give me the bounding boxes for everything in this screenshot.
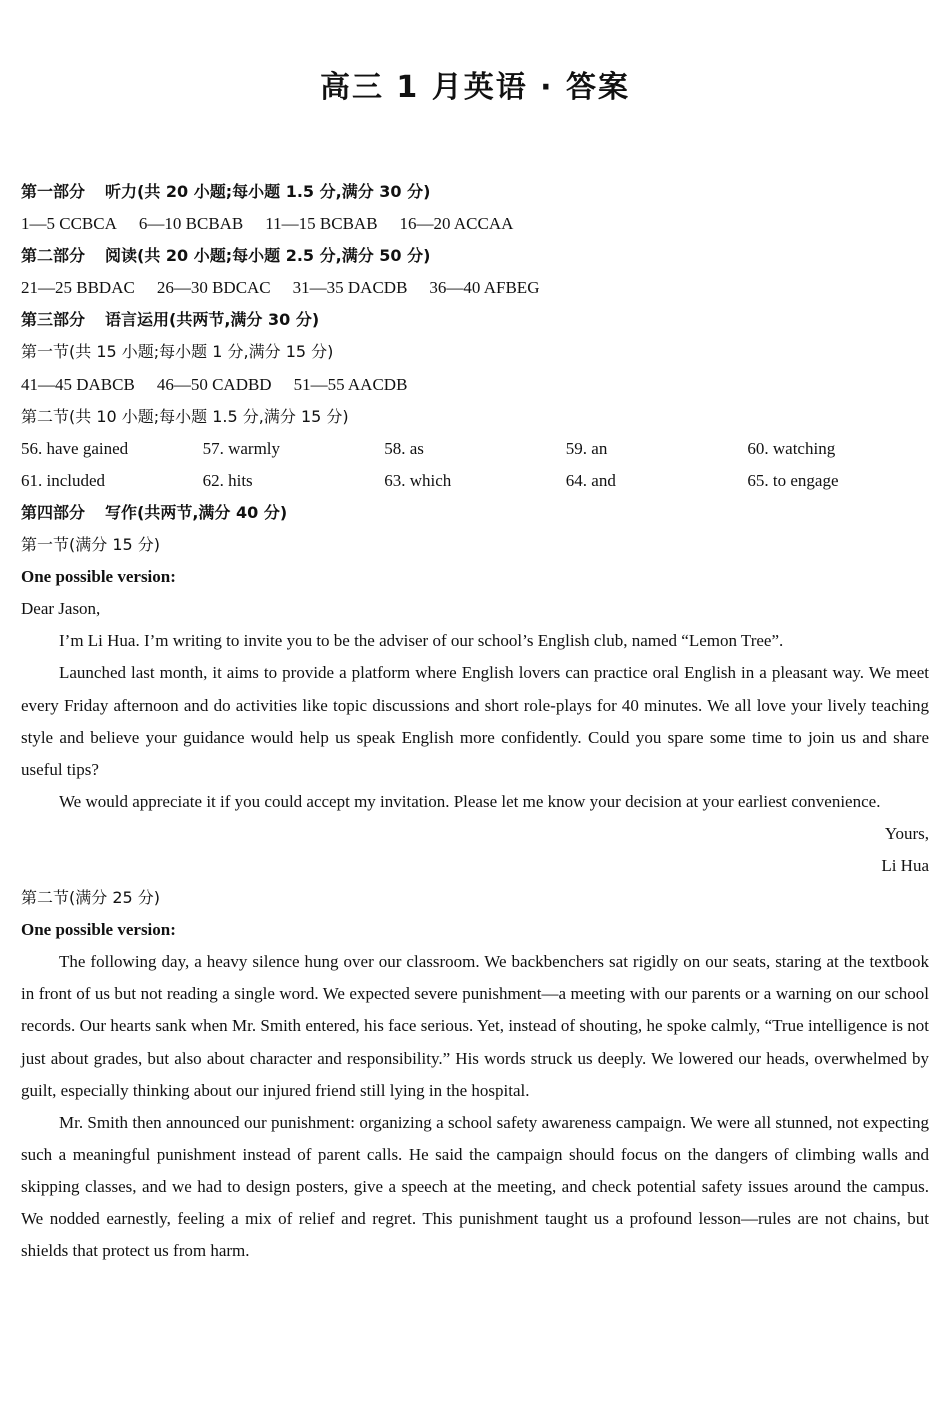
part4-heading-label: 第四部分	[21, 502, 86, 522]
answer-item: 65. to engage	[747, 470, 839, 490]
part4-heading-desc: 写作(共两节,满分 40 分)	[105, 502, 288, 522]
part3-heading	[21, 304, 929, 336]
letter-paragraph: Launched last month, it aims to provide a platform where English lovers can practice oral English in a pleasant way. We meet every Friday afternoon and do activities like topic discussions and short role-plays for 40 minutes. We all love your lively teaching style and believe your guidance would help us speak English more confidently. Could you spare some time to join us and share useful tips?	[21, 663, 929, 779]
answer-item: 61. included	[21, 470, 106, 490]
answer-group: 26—30 BDCAC	[156, 278, 271, 298]
part3-heading-desc: 语言运用(共两节,满分 30 分)	[105, 310, 320, 330]
answer-item: 56. have gained	[21, 438, 129, 458]
answer-content	[21, 176, 929, 1267]
answer-group: 46—50 CADBD	[156, 374, 272, 394]
part3-section1-heading: 第一节(共 15 小题;每小题 1 分,满分 15 分)	[21, 342, 334, 362]
part1-heading-label: 第一部分	[21, 182, 86, 201]
answer-item: 58. as	[384, 438, 424, 458]
part1-answers	[21, 208, 929, 240]
story-paragraph: Mr. Smith then announced our punishment: organizing a school safety awareness campaign. We were all stunned, not expecting such a meaningful punishment instead of parent calls. He said the campaign should focus on the dangers of climbing walls and skipping classes, and we had to design posters, give a speech at the meeting, and check potential safety issues around the campus. We nodded earnestly, feeling a mix of relief and regret. This punishment taught us a profound lesson—rules are not chains, but shields that protect us from harm.	[21, 1112, 929, 1261]
part1-heading-desc: 听力(共 20 小题;每小题 1.5 分,满分 30 分)	[105, 182, 431, 201]
letter-paragraph: We would appreciate it if you could accept my invitation. Please let me know your decision at your earliest convenience.	[59, 791, 881, 811]
letter-signature: Li Hua	[881, 855, 929, 875]
page-title: 高三 1 月英语 · 答案	[319, 70, 631, 105]
answer-group: 36—40 AFBEG	[429, 278, 540, 298]
version-label: One possible version:	[21, 567, 176, 587]
answer-item: 59. an	[565, 438, 608, 458]
answer-group: 11—15 BCBAB	[265, 214, 378, 234]
version-label: One possible version:	[21, 920, 176, 940]
letter-paragraph: I’m Li Hua. I’m writing to invite you to be the adviser of our school’s English club, named “Lemon Tree”.	[59, 631, 784, 651]
part3-section1-answers	[21, 369, 929, 401]
part3-section2-heading: 第二节(共 10 小题;每小题 1.5 分,满分 15 分)	[21, 406, 349, 426]
part2-heading-label: 第二部分	[21, 246, 86, 266]
answer-group: 41—45 DABCB	[21, 374, 135, 394]
answer-group: 1—5 CCBCA	[21, 214, 117, 234]
letter-greeting: Dear Jason,	[21, 599, 101, 619]
part4-section2-heading: 第二节(满分 25 分)	[21, 888, 161, 908]
part2-answers	[21, 272, 929, 304]
answer-item: 63. which	[384, 470, 452, 490]
answer-group: 31—35 DACDB	[292, 278, 408, 298]
answer-item: 62. hits	[202, 470, 253, 490]
part1-heading	[21, 176, 929, 208]
letter-closing: Yours,	[884, 823, 929, 843]
part3-answers-row2	[21, 465, 929, 497]
part2-heading	[21, 240, 929, 272]
part3-heading-label: 第三部分	[21, 310, 86, 330]
part4-section1-heading: 第一节(满分 15 分)	[21, 535, 161, 555]
answer-item: 64. and	[565, 470, 616, 490]
part2-heading-desc: 阅读(共 20 小题;每小题 2.5 分,满分 50 分)	[105, 246, 431, 266]
answer-group: 6—10 BCBAB	[138, 214, 244, 234]
answer-item: 60. watching	[747, 438, 836, 458]
answer-item: 57. warmly	[202, 438, 281, 458]
answer-group: 21—25 BBDAC	[21, 278, 135, 298]
part3-answers-row1	[21, 433, 929, 465]
answer-group: 51—55 AACDB	[293, 374, 408, 394]
part4-heading	[21, 497, 929, 529]
answer-group: 16—20 ACCAA	[399, 214, 514, 234]
story-paragraph: The following day, a heavy silence hung over our classroom. We backbenchers sat rigidly on our seats, staring at the textbook in front of us but not reading a single word. We expected severe punishment—a meeting with our parents or a warning on our school records. Our hearts sank when Mr. Smith entered, his face serious. Yet, instead of shouting, he spoke calmly, “True intelligence is not just about grades, but also about character and responsibility.” His words struck us deeply. We lowered our heads, overwhelmed by guilt, especially thinking about our injured friend still lying in the hospital.	[21, 952, 929, 1100]
